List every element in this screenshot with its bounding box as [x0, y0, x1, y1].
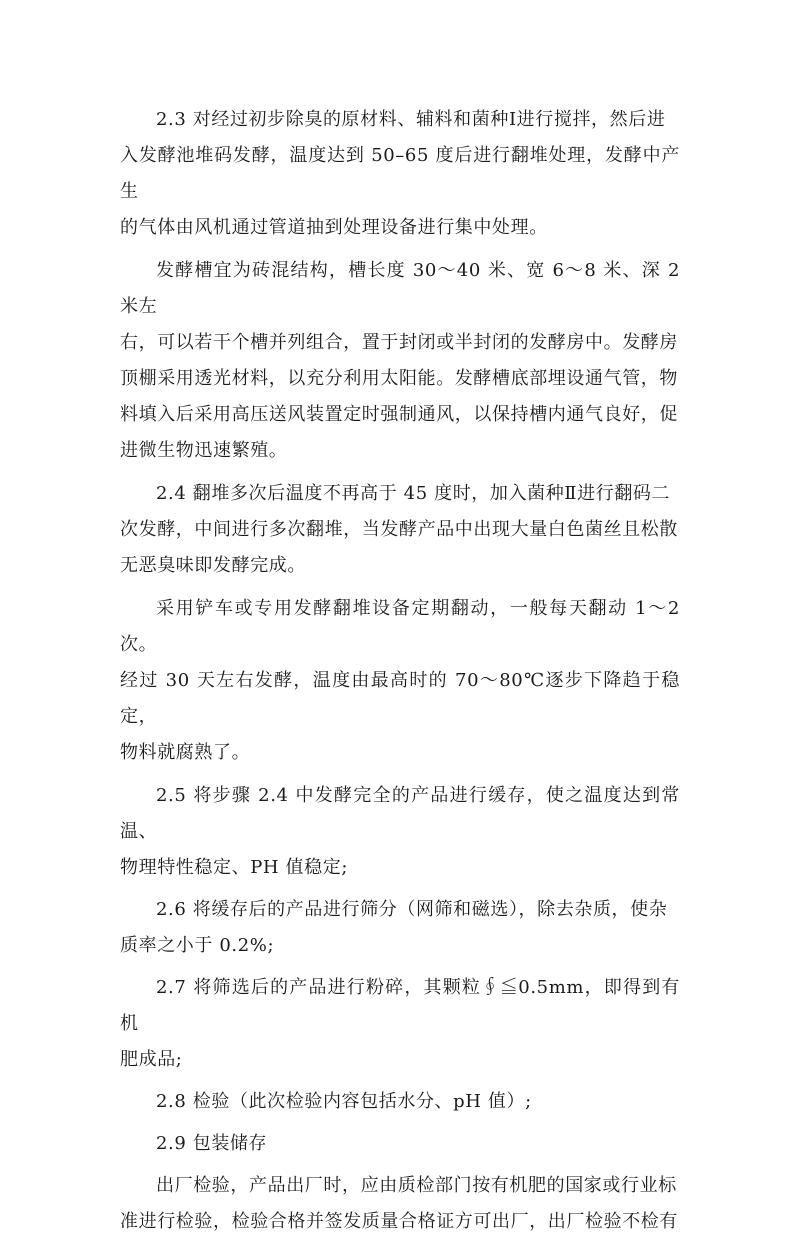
paragraph-2-3: 2.3 对经过初步除臭的原材料、辅料和菌种Ⅰ进行搅拌，然后进 入发酵池堆码发酵，温度达到 50–65 度后进行翻堆处理，发酵中产生 的气体由风机通过管道抽到处理设备进行集中处理。 — [120, 109, 680, 238]
paragraph-2-5: 2.5 将步骤 2.4 中发酵完全的产品进行缓存，使之温度达到常温、 物理特性稳定、PH 值稳定; — [120, 785, 680, 878]
paragraph-turning: 采用铲车或专用发酵翻堆设备定期翻动，一般每天翻动 1～2 次。 经过 30 天左右发酵，温度由最高时的 70～80℃逐步下降趋于稳定， 物料就腐熟了。 — [120, 598, 680, 763]
paragraph-2-8: 2.8 检验（此次检验内容包括水分、pH 值）; — [156, 1091, 532, 1112]
paragraph-fermentation-tank: 发酵槽宜为砖混结构，槽长度 30～40 米、宽 6～8 米、深 2 米左 右，可以若干个槽并列组合，置于封闭或半封闭的发酵房中。发酵房 顶棚采用透光材料，以充分利用太阳能。发酵槽底部埋设通气管，物 料填入后采用高压送风装置定时强制通风，以保持槽内通气良好，促 进微生物迅速繁殖。 — [120, 260, 680, 461]
document-body — [120, 102, 680, 1240]
paragraph-factory-inspection: 出厂检验，产品出厂时，应由质检部门按有机肥的国家或行业标 准进行检验，检验合格并签发质量合格证方可出厂，出厂检验不检有 — [120, 1175, 678, 1232]
paragraph-2-7: 2.7 将筛选后的产品进行粉碎，其颗粒∮≦0.5mm，即得到有机 肥成品; — [120, 977, 680, 1070]
paragraph-2-9: 2.9 包装储存 — [156, 1133, 268, 1154]
paragraph-2-6: 2.6 将缓存后的产品进行筛分（网筛和磁选），除去杂质，使杂 质率之小于 0.2%; — [120, 899, 668, 956]
paragraph-2-4: 2.4 翻堆多次后温度不再高于 45 度时，加入菌种Ⅱ进行翻码二 次发酵，中间进行多次翻堆，当发酵产品中出现大量白色菌丝且松散 无恶臭味即发酵完成。 — [120, 483, 678, 576]
